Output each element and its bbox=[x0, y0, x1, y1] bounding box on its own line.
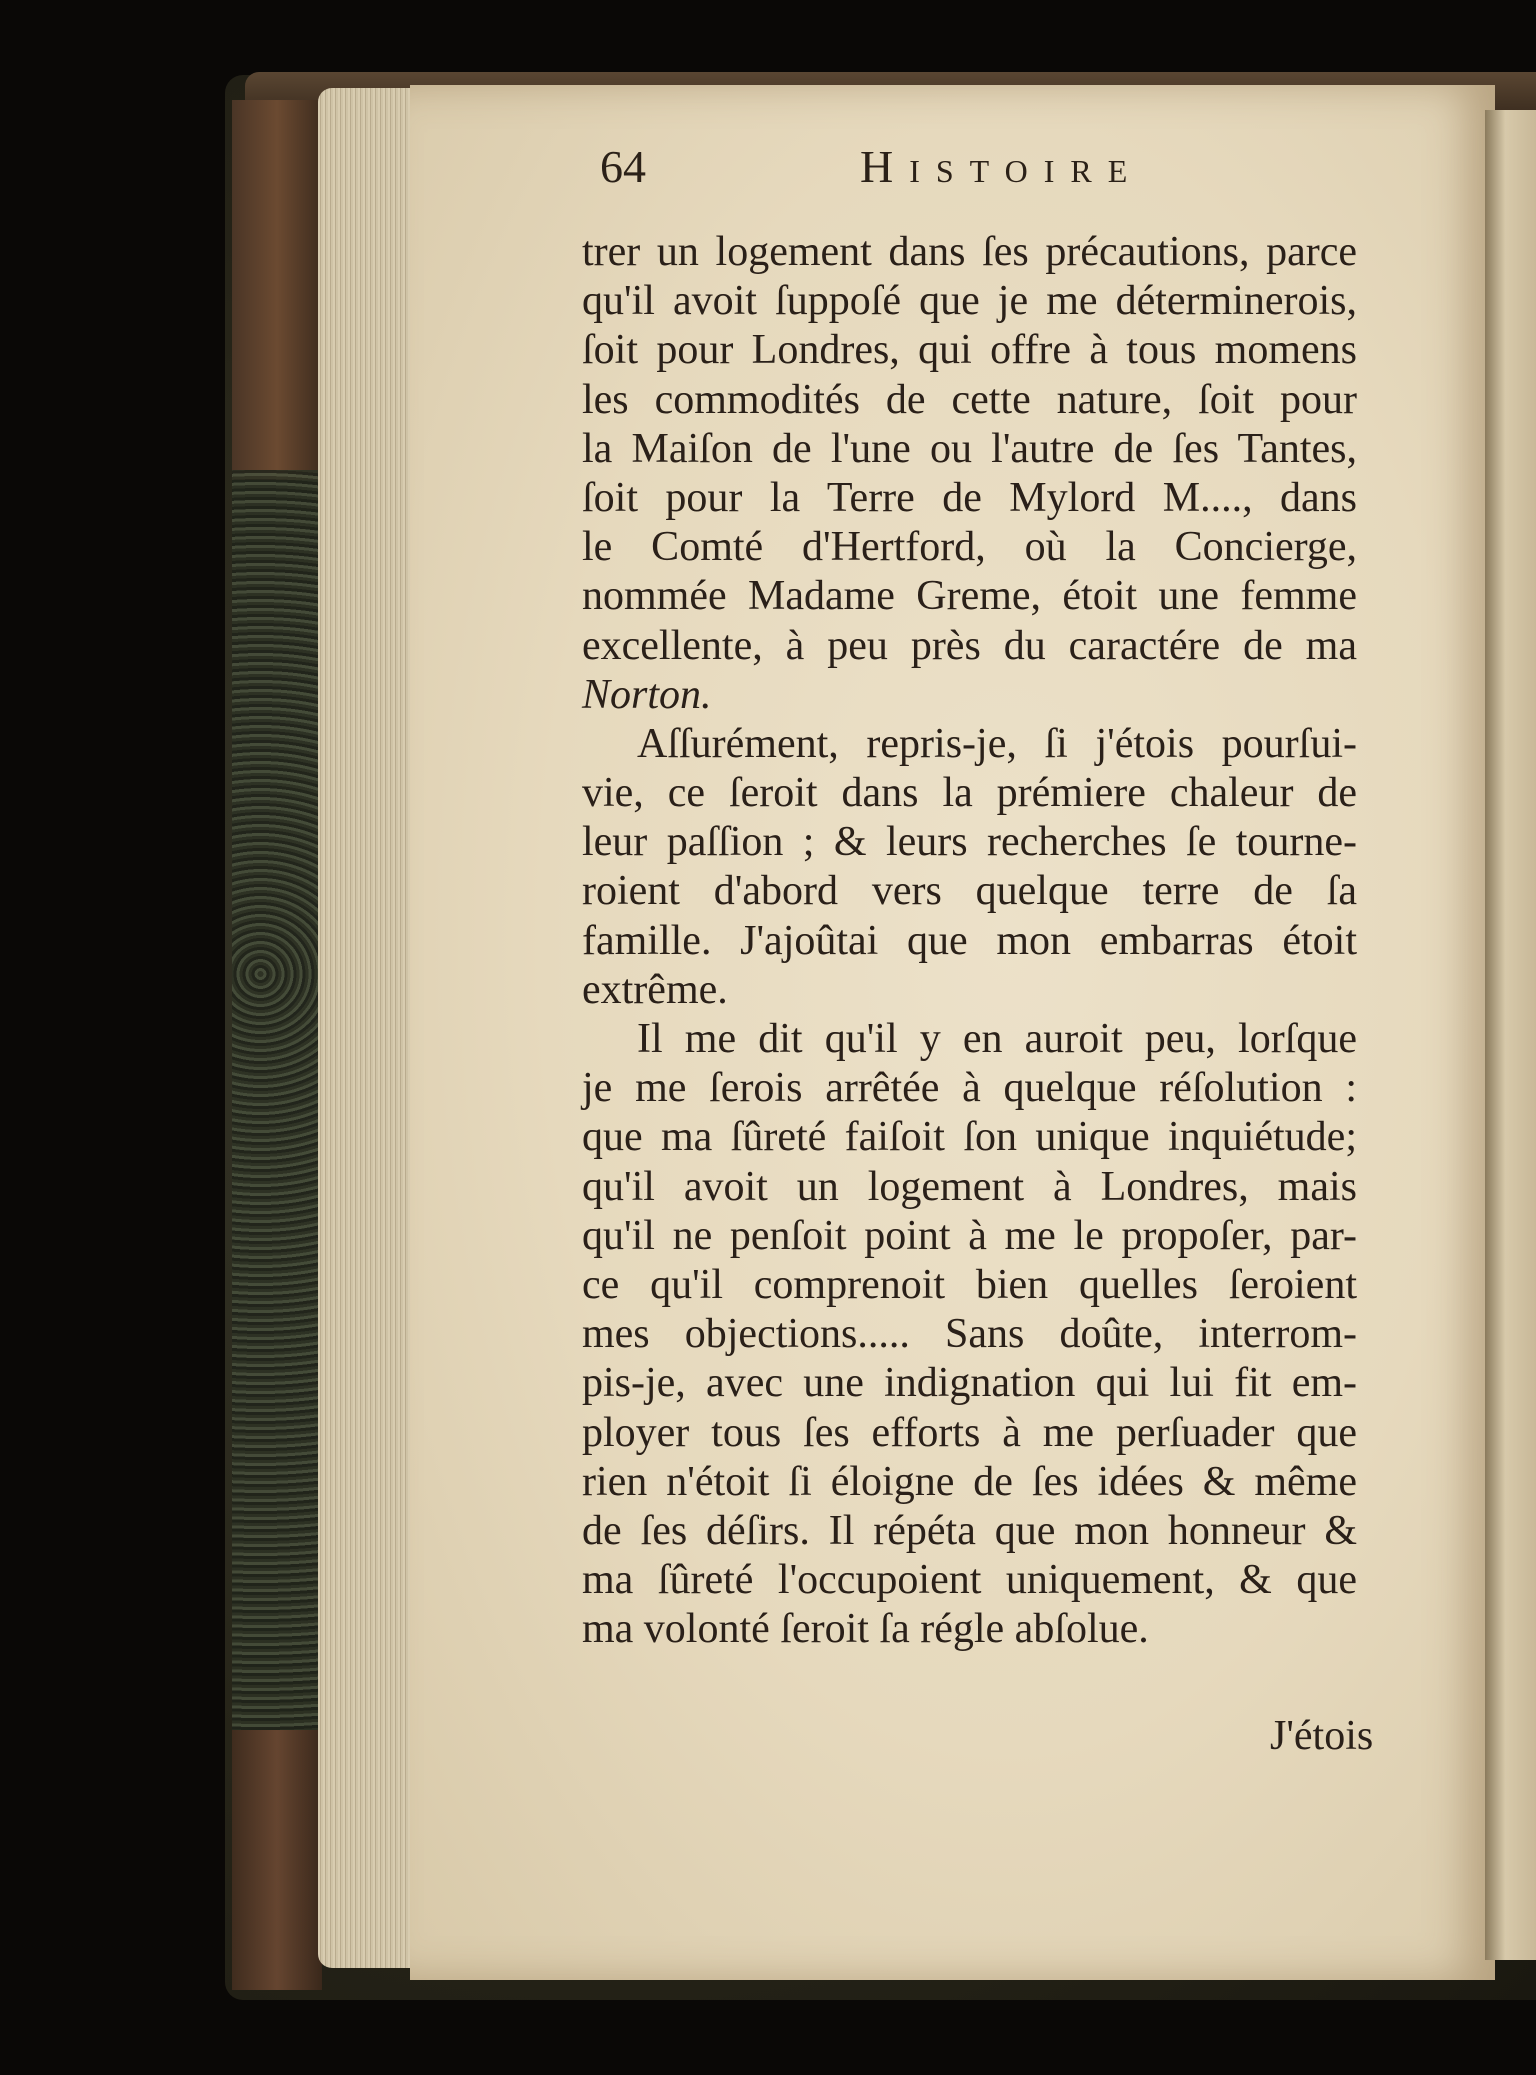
cover-marbled-paper bbox=[232, 470, 327, 1730]
text-line: ſoit pour la Terre de Mylord M...., dans bbox=[582, 474, 1357, 521]
text-line: les commodités de cette nature, ſoit pour bbox=[582, 376, 1357, 423]
text-line: trer un logement dans ſes précautions, parce bbox=[582, 229, 1357, 275]
text-line: roient d'abord vers quelque terre de ſa bbox=[582, 868, 1357, 915]
cover-leather-corner-top bbox=[232, 100, 322, 480]
text-line: ma ſûreté l'occupoient uniquement, & que bbox=[582, 1557, 1357, 1604]
text-line: excellente, à peu près du caractére de ma bbox=[582, 622, 1357, 669]
text-line: le Comté d'Hertford, où la Concierge, bbox=[582, 524, 1357, 571]
text-line: famille. J'ajoûtai que mon embarras étoit bbox=[582, 917, 1357, 964]
text-line: je me ſerois arrêtée à quelque réſolution : bbox=[582, 1065, 1357, 1112]
text-line: la Maiſon de l'une ou l'autre de ſes Tantes, bbox=[582, 425, 1357, 472]
text-line: de ſes déſirs. Il répéta que mon honneur & bbox=[582, 1507, 1357, 1554]
text-line: mes objections..... Sans doûte, interrom- bbox=[582, 1311, 1357, 1358]
text-line: rien n'étoit ſi éloigne de ſes idées & même bbox=[582, 1458, 1357, 1505]
text-line: Aſſurément, repris-je, ſi j'étois pourſui- bbox=[637, 720, 1357, 767]
page-header bbox=[600, 140, 1200, 200]
text-line: ce qu'il comprenoit bien quelles ſeroient bbox=[582, 1261, 1357, 1308]
text-line: extrême. bbox=[582, 966, 728, 1013]
facing-page-edge bbox=[1485, 110, 1536, 1960]
text-line: que ma ſûreté faiſoit ſon unique inquiétude; bbox=[582, 1114, 1357, 1161]
text-line: Il me dit qu'il y en auroit peu, lorſque bbox=[637, 1016, 1357, 1062]
text-line: ployer tous ſes efforts à me perſuader que bbox=[582, 1409, 1357, 1456]
text-line: qu'il ne penſoit point à me le propoſer, par- bbox=[582, 1212, 1357, 1259]
catchword: J'étois bbox=[1270, 1713, 1374, 1759]
text-line: nommée Madame Greme, étoit une femme bbox=[582, 573, 1357, 620]
text-line: pis-je, avec une indignation qui lui fit em- bbox=[582, 1360, 1357, 1407]
running-title: Histoire bbox=[860, 141, 1144, 192]
text-line: ſoit pour Londres, qui offre à tous momens bbox=[582, 327, 1357, 374]
text-line: vie, ce ſeroit dans la prémiere chaleur de bbox=[582, 770, 1357, 817]
text-line: Norton. bbox=[582, 671, 712, 718]
text-line: leur paſſion ; & leurs recherches ſe tourne- bbox=[582, 819, 1357, 866]
page-number: 64 bbox=[600, 141, 646, 192]
text-line: qu'il avoit un logement à Londres, mais bbox=[582, 1163, 1357, 1210]
text-line: qu'il avoit ſuppoſé que je me déterminerois, bbox=[582, 278, 1357, 325]
cover-leather-corner-bottom bbox=[232, 1730, 322, 1990]
body-text bbox=[582, 228, 1357, 1654]
text-line: ma volonté ſeroit ſa régle abſolue. bbox=[582, 1606, 1149, 1653]
